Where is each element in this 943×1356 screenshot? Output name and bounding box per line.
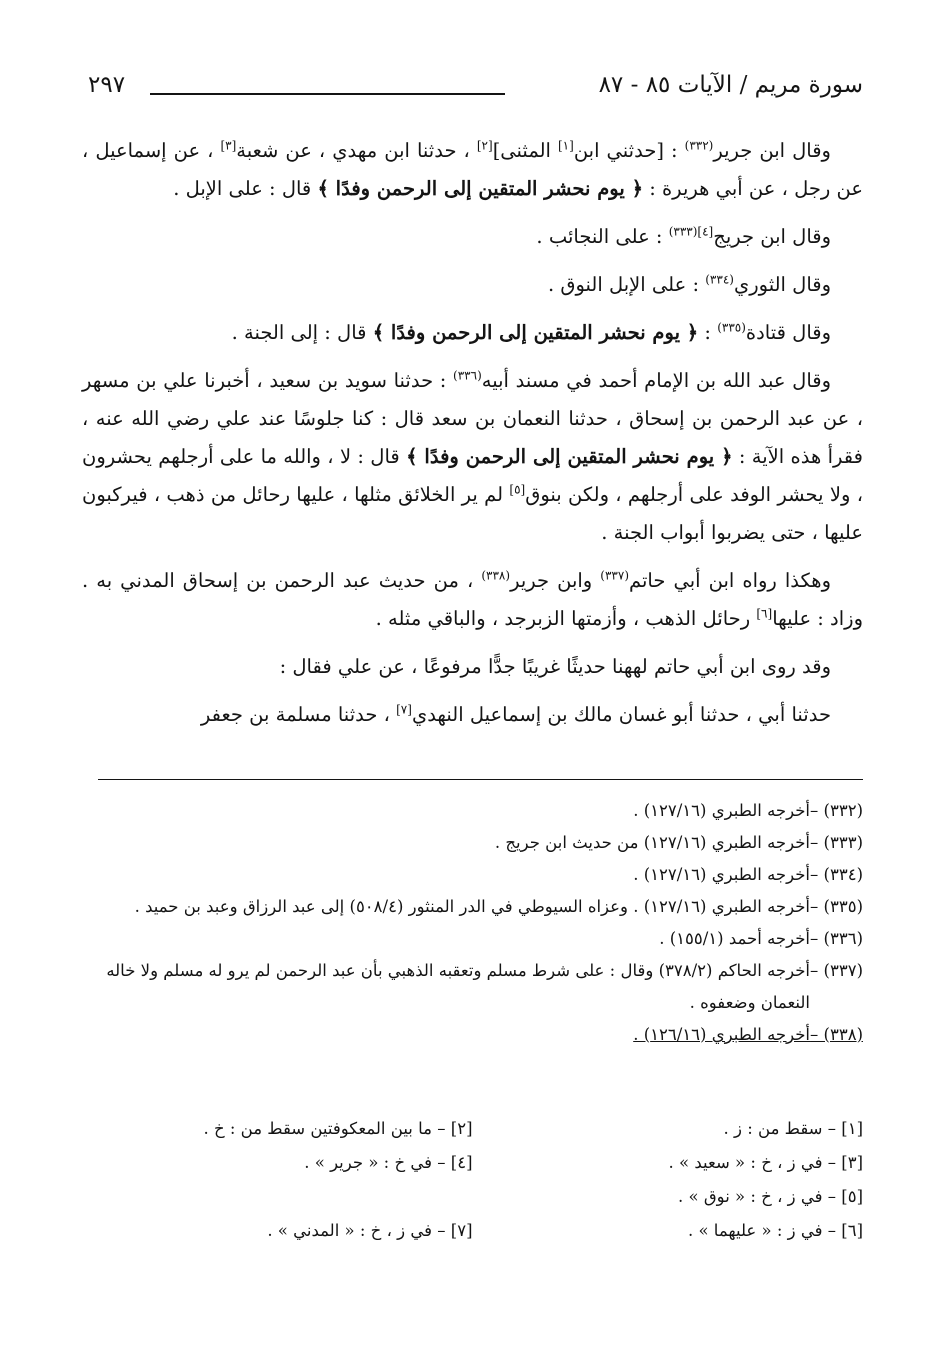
footnote-ref: [١]: [557, 138, 574, 153]
text-run: وقال عبد الله بن الإمام أحمد في مسند أبيه: [481, 369, 831, 392]
footnote-text: أخرجه أحمد (١٥٥/١) .: [659, 929, 811, 948]
hadith-footnotes: [82, 795, 863, 1051]
footnote-text: أخرجه الحاكم (٣٧٨/٢) وقال : على شرط مسلم وتعقبه الذهبي بأن عبد الرحمن لم يرو له مسلم ولا خاله النعمان وضعفوه .: [106, 961, 811, 1012]
text-run: المثنى]: [492, 139, 558, 162]
footnote-text: أخرجه الطبري (١٢٧/١٦) . وعزاه السيوطي في الدر المنثور (٥٠٨/٤) إلى عبد الرزاق وعبد بن حميد .: [134, 897, 811, 916]
text-run: : حدثنا سويد بن سعيد ، أخبرنا علي بن مسهر ، عن عبد الرحمن بن إسحاق ، حدثنا النعمان بن سعد قال : كنا جلوسًا عند علي رضي الله عنه ، فقرأ هذه الآية :: [82, 369, 863, 468]
variant-note: [٥] – في ز ، خ : « نوق » .: [678, 1187, 863, 1206]
footnote-ref: (٣٣٤): [705, 272, 734, 287]
variant-row: [82, 1146, 863, 1180]
footnote: [82, 923, 863, 955]
variant-note: [٧] – في ز ، خ : « المدني » .: [267, 1221, 473, 1240]
footnote: [82, 827, 863, 859]
text-run: : [حدثني ابن: [573, 139, 685, 162]
footnote-ref: (٣٣٥): [717, 320, 746, 335]
header-rule: [150, 93, 505, 95]
text-run: لم ير الخلائق مثلها ، عليها رحائل من ذهب ، فيركبون عليها ، حتى يضربوا أبواب الجنة .: [82, 483, 863, 544]
footnote-ref: (٣٣٧): [600, 568, 629, 583]
text-run: قال : لا ، والله ما على أرجلهم يحشرون ، ولا يحشر الوفد على أرجلهم ، ولكن بنوق: [82, 445, 863, 506]
footnote-text: أخرجه الطبري (١٢٧/١٦) من حديث ابن جريج .: [494, 833, 811, 852]
text-run: : على الإبل النوق .: [547, 273, 706, 296]
footnote-text: أخرجه الطبري (١٢٧/١٦) .: [633, 801, 811, 820]
footnote-text: أخرجه الطبري (١٢٦/١٦) .: [633, 1025, 811, 1044]
text-run: : على النجائب .: [536, 225, 669, 248]
paragraph: [82, 562, 863, 638]
running-header-title: سورة مريم / الآيات ٨٥ - ٨٧: [598, 72, 863, 98]
footnote: [82, 795, 863, 827]
quran-verse: ﴿ يوم نحشر المتقين إلى الرحمن وفدًا ﴾: [372, 321, 699, 344]
footnote-ref: [٤]: [697, 224, 714, 239]
footnote-ref: (٣٣٦): [453, 368, 482, 383]
variant-note: [٤] – في خ : « جرير » .: [304, 1153, 473, 1172]
footnote-ref: [٧]: [396, 702, 412, 717]
footnote-number: (٣٣٣) –: [810, 833, 863, 852]
text-run: وقد روى ابن أبي حاتم لههنا حديثًا غريبًا جدًّا مرفوعًا ، عن علي فقال :: [279, 655, 831, 678]
quran-verse: ﴿ يوم نحشر المتقين إلى الرحمن وفدًا ﴾: [406, 445, 733, 468]
variant-note: [82, 1180, 473, 1214]
main-text: [82, 132, 863, 744]
footnote: [82, 859, 863, 891]
variant-note: [٢] – ما بين المعكوفتين سقط من : خ .: [203, 1119, 473, 1138]
text-run: قال : إلى الجنة .: [231, 321, 373, 344]
variant-readings: [82, 1112, 863, 1248]
paragraph: [82, 266, 863, 304]
text-run: قال : على الإبل .: [173, 177, 318, 200]
variant-row: [82, 1180, 863, 1214]
text-run: وهكذا رواه ابن أبي حاتم: [629, 569, 831, 592]
paragraph: [82, 362, 863, 552]
quran-verse: ﴿ يوم نحشر المتقين إلى الرحمن وفدًا ﴾: [317, 177, 643, 200]
text-run: وقال ابن جريج: [713, 225, 831, 248]
variant-row: [82, 1214, 863, 1248]
text-run: ، حدثنا ابن مهدي ، عن شعبة: [236, 139, 477, 162]
footnote-number: (٣٣٦) –: [810, 929, 863, 948]
text-run: رحائل الذهب ، وأزمتها الزبرجد ، والباقي مثله .: [375, 607, 757, 630]
paragraph: [82, 132, 863, 208]
text-run: ، حدثنا مسلمة بن جعفر: [200, 703, 397, 726]
text-run: :: [698, 321, 718, 344]
variant-note: [١] – سقط من : ز .: [723, 1119, 863, 1138]
text-run: ، عن إسماعيل ، عن رجل ، عن أبي هريرة :: [82, 139, 863, 200]
footnote-ref: (٣٣٣): [668, 224, 698, 239]
footnote-number: (٣٣٧) –: [810, 961, 863, 980]
footnote-text: أخرجه الطبري (١٢٧/١٦) .: [633, 865, 811, 884]
footnote-number: (٣٣٨) –: [810, 1025, 863, 1044]
footnote-rule: [98, 779, 863, 780]
variant-row: [82, 1112, 863, 1146]
page-number: ٢٩٧: [88, 72, 126, 98]
footnote-ref: (٣٣٨): [481, 568, 511, 583]
text-run: حدثنا أبي ، حدثنا أبو غسان مالك بن إسماعيل النهدي: [411, 703, 831, 726]
footnote-ref: (٣٣٢): [684, 138, 714, 153]
paragraph: [82, 314, 863, 352]
text-run: وقال ابن جرير: [713, 139, 831, 162]
footnote: [82, 955, 863, 1019]
paragraph: [82, 218, 863, 256]
footnote: [82, 1019, 863, 1051]
footnote-number: (٣٣٢) –: [810, 801, 863, 820]
footnote-number: (٣٣٤) –: [810, 865, 863, 884]
text-run: وابن جرير: [510, 569, 601, 592]
footnote-ref: [٥]: [509, 482, 526, 497]
paragraph: [82, 696, 863, 734]
text-run: وقال قتادة: [745, 321, 831, 344]
text-run: ، من حديث عبد الرحمن بن إسحاق المدني به . وزاد : عليها: [82, 569, 863, 630]
footnote: [82, 891, 863, 923]
paragraph: [82, 648, 863, 686]
footnote-ref: [٣]: [220, 138, 237, 153]
footnote-number: (٣٣٥) –: [810, 897, 863, 916]
variant-note: [٦] – في ز : « عليهما » .: [687, 1221, 863, 1240]
variant-note: [٣] – في ز ، خ : « سعيد » .: [668, 1153, 863, 1172]
footnote-ref: [٢]: [476, 138, 493, 153]
footnote-ref: [٦]: [756, 606, 773, 621]
text-run: وقال الثوري: [733, 273, 831, 296]
